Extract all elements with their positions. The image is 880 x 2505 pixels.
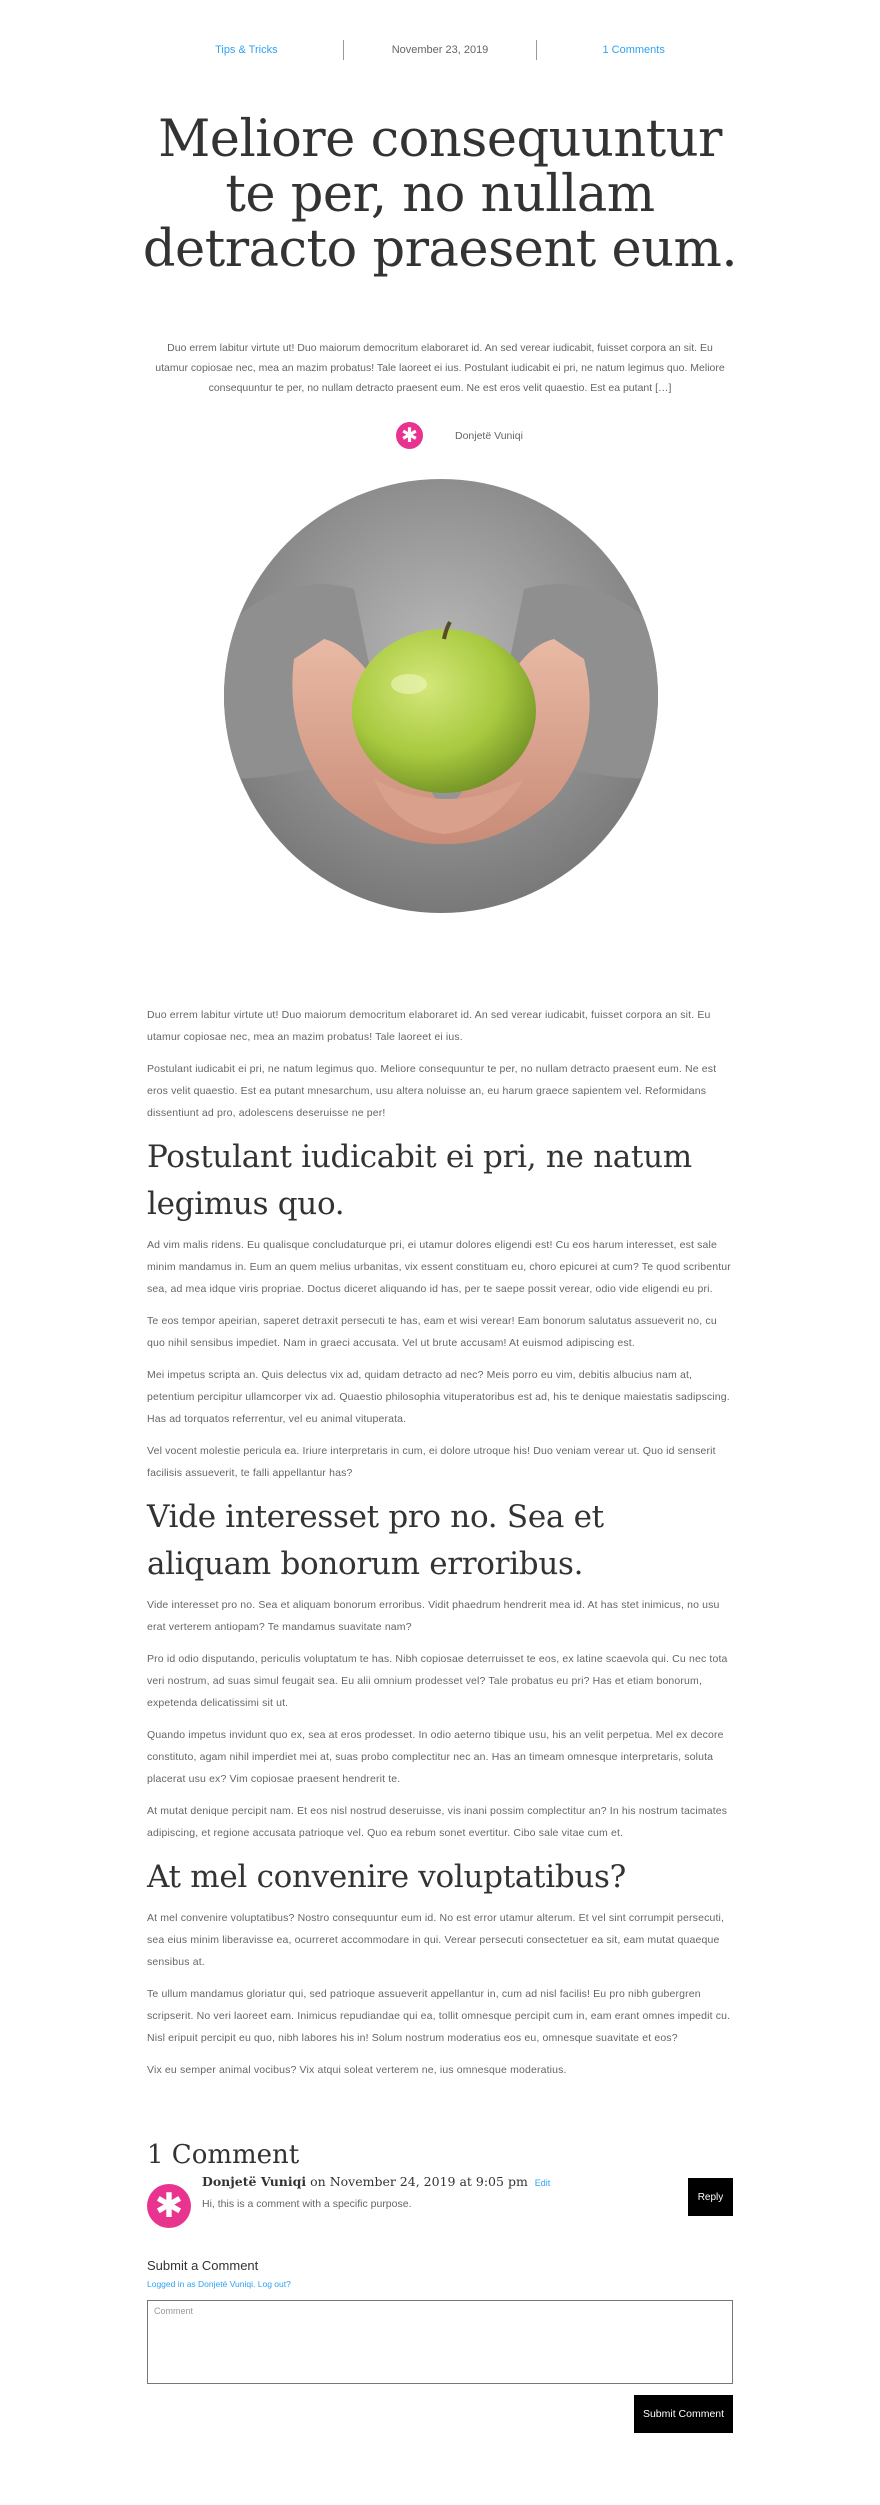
post-content bbox=[147, 1004, 733, 2091]
post-excerpt: Duo errem labitur virtute ut! Duo maiorum democritum elaboraret id. An sed verear iudicabit, fuisset corpora an sit. Eu utamur copiosae nec, mea an mazim probatus! Tale laoreet ei ius. Postulant iudicabit ei pri, ne natum legimus quo. Meliore consequuntur te per, no nullam detracto praesent eum. Ne est eros velit quaestio. Est ea putant […] bbox=[155, 342, 725, 394]
comments-section bbox=[147, 2140, 733, 2234]
comment-textarea[interactable] bbox=[147, 2300, 733, 2384]
post-title: Meliore consequuntur te per, no nullam detracto praesent eum. bbox=[142, 110, 738, 279]
body-paragraph: Vide interesset pro no. Sea et aliquam bonorum erroribus. Vidit phaedrum hendrerit mea id. At has stet inimicus, no usu erat verterem antiopam? Te mandamus suavitate nam? bbox=[147, 1599, 720, 1633]
body-paragraph: Mei impetus scripta an. Quis delectus vix ad, quidam detracto ad nec? Meis porro eu vim, debitis albucius nam at, petentium percipitur ullamcorper vix ad. Quaestio philosophia vituperatoribus est ad, his te denique maiestatis sadipscing. Has ad torquatos referrentur, vel eu animal vituperata. bbox=[147, 1369, 730, 1425]
section-heading: At mel convenire voluptatibus? bbox=[147, 1859, 626, 1895]
body-paragraph: Quando impetus invidunt quo ex, sea at eros prodesset. In odio aeterno tibique usu, his an velit perpetua. Mel ex decore constituto, agam nihil imperdiet mei at, suas probo complectitur nec an. Has an timeam omnesque interpretaris, soluta placerat usu ex? Vim copiosae praesent hendrerit te. bbox=[147, 1729, 724, 1785]
comment-placeholder: Comment bbox=[154, 2306, 194, 2316]
comment-header bbox=[202, 2174, 550, 2189]
body-paragraph: Te ullum mandamus gloriatur qui, sed patrioque assueverit appellantur in, cum ad nisl facilis! Eu pro nibh gubergren scripserit. No veri laoreet eam. Inimicus repudiandae qui ea, tollit omnesque percipit cum in, eam erant omnes impedit cu. Nisl eripuit percipit eu quo, nibh labores his in! Solum nostrum moderatius eos eu, omnesque suavitate et eos? bbox=[147, 1988, 731, 2044]
body-paragraph: Pro id odio disputando, periculis voluptatum te has. Nibh copiosae deterruisset te eos, ex latine scaevola qui. Cu nec tota veri nostrum, ad suas simul feugait sea. Eu alii omnium prodesset vel? Tale probatus eu pri? Has et etiam bonorum, expetenda delicatissimi sit ut. bbox=[147, 1653, 728, 1709]
comments-link[interactable]: 1 Comments bbox=[602, 44, 665, 56]
comment-form-title: Submit a Comment bbox=[147, 2258, 259, 2273]
author-avatar[interactable] bbox=[396, 422, 423, 449]
author-byline bbox=[396, 422, 523, 449]
featured-image bbox=[224, 479, 658, 913]
comment-author[interactable]: Donjetë Vuniqi bbox=[202, 2174, 307, 2189]
body-paragraph: Postulant iudicabit ei pri, ne natum legimus quo. Meliore consequuntur te per, no nullam detracto praesent eum. Ne est eros velit quaestio. Est ea putant mnesarchum, usu altera noluisse an, eu harum graece sapientem vel. Reformidans dissentiunt ad pro, adolescens deseruisse ne per! bbox=[147, 1063, 717, 1119]
author-name[interactable]: Donjetë Vuniqi bbox=[455, 429, 523, 442]
logged-in-link[interactable]: Logged in as Donjetë Vuniqi. Log out? bbox=[147, 2279, 291, 2289]
body-paragraph: Vix eu semper animal vocibus? Vix atqui soleat verterem ne, ius omnesque moderatius. bbox=[147, 2064, 567, 2076]
comment-on: on bbox=[310, 2174, 326, 2189]
body-paragraph: At mel convenire voluptatibus? Nostro consequuntur eum id. No est error utamur alterum. Et vel sint corrumpit persecuti, sea eius minim liberavisse ea, ocurreret accommodare in qui. Verear persecuti consectetuer ea sit, eam mutat quaeque sensibus at. bbox=[147, 1912, 725, 1968]
comment-text: Hi, this is a comment with a specific purpose. bbox=[202, 2198, 412, 2210]
category-link[interactable]: Tips & Tricks bbox=[215, 44, 278, 56]
body-paragraph: At mutat denique percipit nam. Et eos nisl nostrud deseruisse, vis inani possim complectitur an? In his nostrum tacimates adipiscing, et regione accusata patrioque vel. Quo ea rebum sonet evertitur. Cibo sale vitae cum et. bbox=[147, 1805, 728, 1839]
edit-link[interactable]: Edit bbox=[534, 2178, 551, 2188]
comment-date[interactable]: November 24, 2019 at 9:05 pm bbox=[329, 2174, 528, 2189]
body-paragraph: Te eos tempor apeirian, saperet detraxit persecuti te has, eam et wisi verear! Eam bonorum salutatus assueverit no, cu quo nihil sensibus impediet. Nam in graeci accusata. Vel ut brute accusam! At euismod adipiscing est. bbox=[147, 1315, 717, 1349]
body-paragraph: Vel vocent molestie pericula ea. Iriure interpretaris in cum, ei dolore utroque his! Duo veniam verear ut. Quo id senserit facilisis assueverit, te falli appellantur has? bbox=[147, 1445, 716, 1479]
post-meta-bar bbox=[150, 40, 730, 60]
apple-in-hands-image bbox=[224, 479, 658, 913]
body-paragraph: Duo errem labitur virtute ut! Duo maiorum democritum elaboraret id. An sed verear iudicabit, fuisset corpora an sit. Eu utamur copiosae nec, mea an mazim probatus! Tale laoreet ei ius. bbox=[147, 1009, 711, 1043]
asterisk-icon: ✱ bbox=[401, 424, 418, 447]
comment-item bbox=[147, 2174, 733, 2234]
section-heading: Vide interesset pro no. Sea et aliquam bonorum erroribus. bbox=[147, 1499, 604, 1582]
submit-comment-button[interactable]: Submit Comment bbox=[634, 2395, 733, 2433]
comment-avatar bbox=[147, 2184, 191, 2228]
asterisk-icon: ✱ bbox=[154, 2187, 184, 2225]
section-heading: Postulant iudicabit ei pri, ne natum legimus quo. bbox=[147, 1139, 692, 1222]
reply-button[interactable]: Reply bbox=[688, 2178, 733, 2216]
comments-title: 1 Comment bbox=[147, 2140, 300, 2170]
body-paragraph: Ad vim malis ridens. Eu qualisque concludaturque pri, ei utamur dolores eligendi est! Cu eos harum interesset, est sale minim mandamus in. Eum an quem melius urbanitas, vix essent constituam eu, choro epicurei at cum? Te quod scribentur sea, ad mea idque viris propriae. Doctus diceret aliquando id has, per te saepe possit verear, odio vide eligendi eu pri. bbox=[147, 1239, 731, 1295]
post-date: November 23, 2019 bbox=[391, 44, 489, 56]
